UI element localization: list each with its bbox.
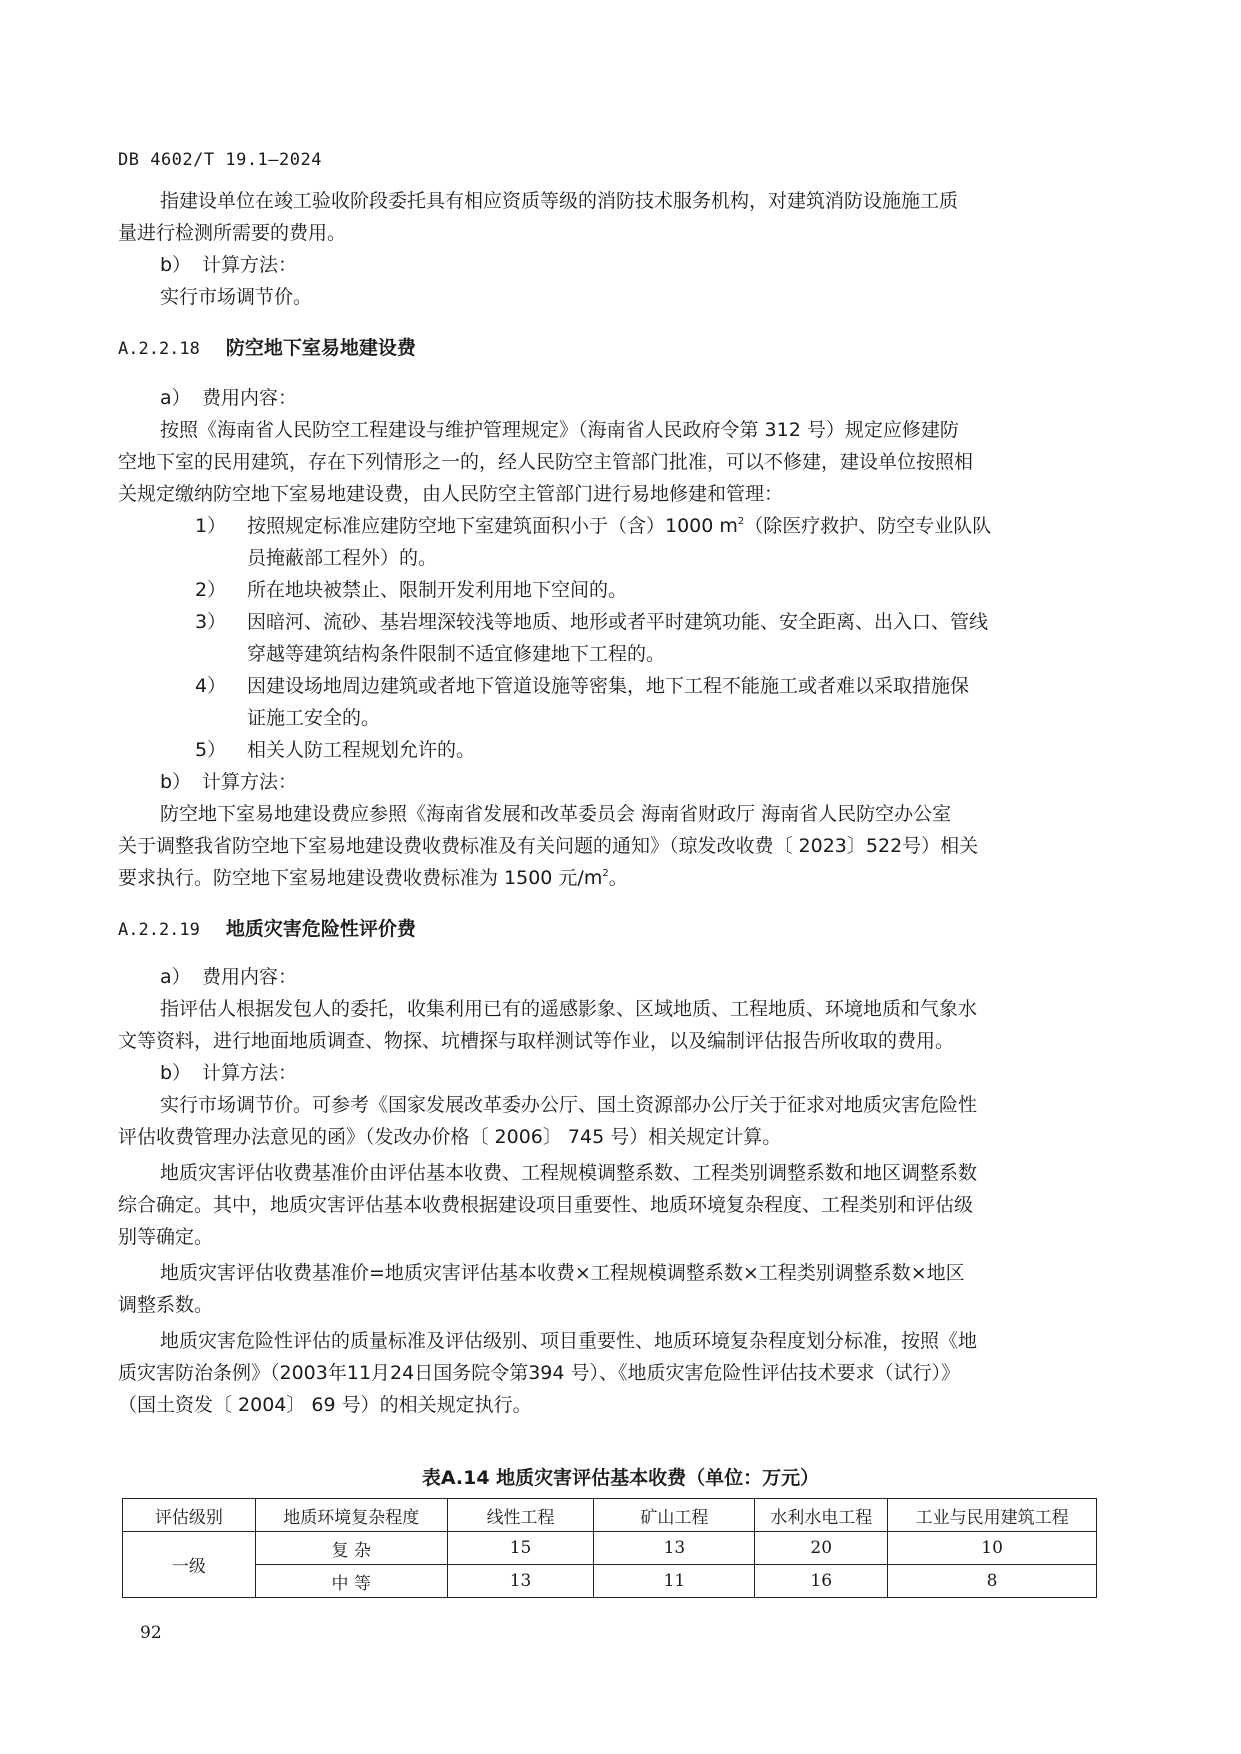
list-text: 计算方法： — [202, 771, 298, 793]
list-item-b — [160, 766, 297, 798]
section-number: A.2.2.18 — [118, 339, 200, 359]
page-number: 92 — [140, 1623, 162, 1643]
paragraph-line: 实行市场调节价。可参考《国家发展改革委办公厅、国土资源部办公厅关于征求对地质灾害危险性 — [160, 1094, 978, 1116]
list-item-b — [160, 249, 297, 281]
paragraph-line: 实行市场调节价。 — [160, 286, 313, 308]
numbered-item — [195, 510, 991, 542]
table-header-cell: 水利水电工程 — [755, 1499, 888, 1532]
paragraph-line: （国土资发〔 2004〕 69 号）的相关规定执行。 — [118, 1394, 532, 1416]
paragraph-line: 地质灾害评估收费基准价由评估基本收费、工程规模调整系数、工程类别调整系数和地区调整系数 — [160, 1162, 978, 1184]
table-cell: 11 — [594, 1565, 755, 1598]
paragraph-line: 关于调整我省防空地下室易地建设费收费标准及有关问题的通知》（琼发改收费〔 2023〕522号）相关 — [118, 835, 979, 857]
paragraph-line: 按照《海南省人民防空工程建设与维护管理规定》（海南省人民政府令第 312 号）规定应修建防 — [160, 419, 959, 441]
table-cell: 13 — [447, 1565, 594, 1598]
list-marker: b） — [160, 254, 192, 276]
item-number: 2） — [195, 579, 227, 601]
table-header-cell: 线性工程 — [447, 1499, 594, 1532]
item-continuation: 穿越等建筑结构条件限制不适宜修建地下工程的。 — [247, 643, 666, 665]
paragraph-line: 地质灾害危险性评估的质量标准及评估级别、项目重要性、地质环境复杂程度划分标准，按照《地 — [160, 1330, 978, 1352]
superscript: 2 — [602, 868, 609, 879]
section-title: 地质灾害危险性评价费 — [225, 918, 416, 940]
item-text: 因暗河、流砂、基岩埋深较浅等地质、地形或者平时建筑功能、安全距离、出入口、管线 — [247, 611, 989, 633]
line-text: 。 — [608, 867, 628, 889]
section-heading — [118, 914, 416, 941]
fee-table — [122, 1498, 1097, 1598]
paragraph-line: 量进行检测所需要的费用。 — [118, 222, 347, 244]
table-caption: 表A.14 地质灾害评估基本收费（单位：万元） — [421, 1467, 820, 1489]
paragraph-line: 地质灾害评估收费基准价=地质灾害评估基本收费×工程规模调整系数×工程类别调整系数×地区 — [160, 1262, 965, 1284]
table-cell: 15 — [447, 1532, 594, 1565]
item-number: 4） — [195, 675, 227, 697]
table-row — [123, 1565, 1097, 1598]
paragraph-line: 指建设单位在竣工验收阶段委托具有相应资质等级的消防技术服务机构，对建筑消防设施施工质 — [160, 190, 959, 212]
item-continuation: 证施工安全的。 — [247, 707, 381, 729]
item-number: 1） — [195, 515, 227, 537]
item-number: 3） — [195, 611, 227, 633]
table-header-row — [123, 1499, 1097, 1532]
numbered-item — [195, 670, 969, 702]
table-cell: 复 杂 — [255, 1532, 447, 1565]
item-text: 按照规定标准应建防空地下室建筑面积小于（含）1000 m — [247, 515, 738, 537]
paragraph-line: 文等资料，进行地面地质调查、物探、坑槽探与取样测试等作业，以及编制评估报告所收取的费用。 — [118, 1030, 955, 1052]
item-text: 所在地块被禁止、限制开发利用地下空间的。 — [247, 579, 628, 601]
item-number: 5） — [195, 739, 227, 761]
paragraph-line: 防空地下室易地建设费应参照《海南省发展和改革委员会 海南省财政厅 海南省人民防空办公室 — [160, 803, 952, 825]
table-cell: 20 — [755, 1532, 888, 1565]
section-number: A.2.2.19 — [118, 920, 200, 940]
list-text: 费用内容： — [202, 966, 298, 988]
paragraph-line: 评估收费管理办法意见的函》（发改办价格〔 2006〕 745 号）相关规定计算。 — [118, 1126, 782, 1148]
paragraph-line — [118, 862, 628, 894]
table-cell-level: 一级 — [123, 1532, 256, 1598]
paragraph-line: 质灾害防治条例》（2003年11月24日国务院令第394 号）、《地质灾害危险性评估技术要求（试行）》 — [118, 1362, 961, 1384]
table-row — [123, 1532, 1097, 1565]
paragraph-line: 指评估人根据发包人的委托，收集利用已有的遥感影象、区域地质、工程地质、环境地质和气象水 — [160, 998, 978, 1020]
paragraph-line: 综合确定。其中，地质灾害评估基本收费根据建设项目重要性、地质环境复杂程度、工程类别和评估级 — [118, 1194, 974, 1216]
table-cell: 中 等 — [255, 1565, 447, 1598]
table-header-cell: 评估级别 — [123, 1499, 256, 1532]
list-text: 计算方法： — [202, 1062, 298, 1084]
list-marker: b） — [160, 1062, 192, 1084]
item-continuation: 员掩蔽部工程外）的。 — [247, 547, 438, 569]
item-text: 因建设场地周边建筑或者地下管道设施等密集，地下工程不能施工或者难以采取措施保 — [247, 675, 970, 697]
paragraph-line: 空地下室的民用建筑，存在下列情形之一的，经人民防空主管部门批准，可以不修建，建设单位按照相 — [118, 451, 974, 473]
superscript: 2 — [737, 516, 745, 527]
list-item-a — [160, 382, 297, 414]
section-title: 防空地下室易地建设费 — [225, 337, 416, 359]
paragraph-line: 调整系数。 — [118, 1294, 214, 1316]
section-heading — [118, 333, 416, 360]
list-text: 费用内容： — [202, 387, 298, 409]
list-text: 计算方法： — [202, 254, 298, 276]
table-header-cell: 工业与民用建筑工程 — [888, 1499, 1097, 1532]
item-text: 相关人防工程规划允许的。 — [247, 739, 476, 761]
numbered-item — [195, 734, 475, 766]
item-text: （除医疗救护、防空专业队队 — [744, 515, 992, 537]
table-cell: 10 — [888, 1532, 1097, 1565]
table-header-cell: 地质环境复杂程度 — [255, 1499, 447, 1532]
table-header-cell: 矿山工程 — [594, 1499, 755, 1532]
table-cell: 13 — [594, 1532, 755, 1565]
numbered-item — [195, 574, 627, 606]
paragraph-line: 关规定缴纳防空地下室易地建设费，由人民防空主管部门进行易地修建和管理： — [118, 483, 784, 505]
list-item-a — [160, 961, 297, 993]
list-marker: a） — [160, 966, 191, 988]
list-item-b — [160, 1057, 297, 1089]
paragraph-line: 别等确定。 — [118, 1226, 214, 1248]
standard-number: DB 4602/T 19.1—2024 — [118, 150, 322, 170]
table-cell: 16 — [755, 1565, 888, 1598]
table-cell: 8 — [888, 1565, 1097, 1598]
list-marker: b） — [160, 771, 192, 793]
list-marker: a） — [160, 387, 191, 409]
line-text: 要求执行。防空地下室易地建设费收费标准为 1500 元/m — [118, 867, 603, 889]
numbered-item — [195, 606, 988, 638]
